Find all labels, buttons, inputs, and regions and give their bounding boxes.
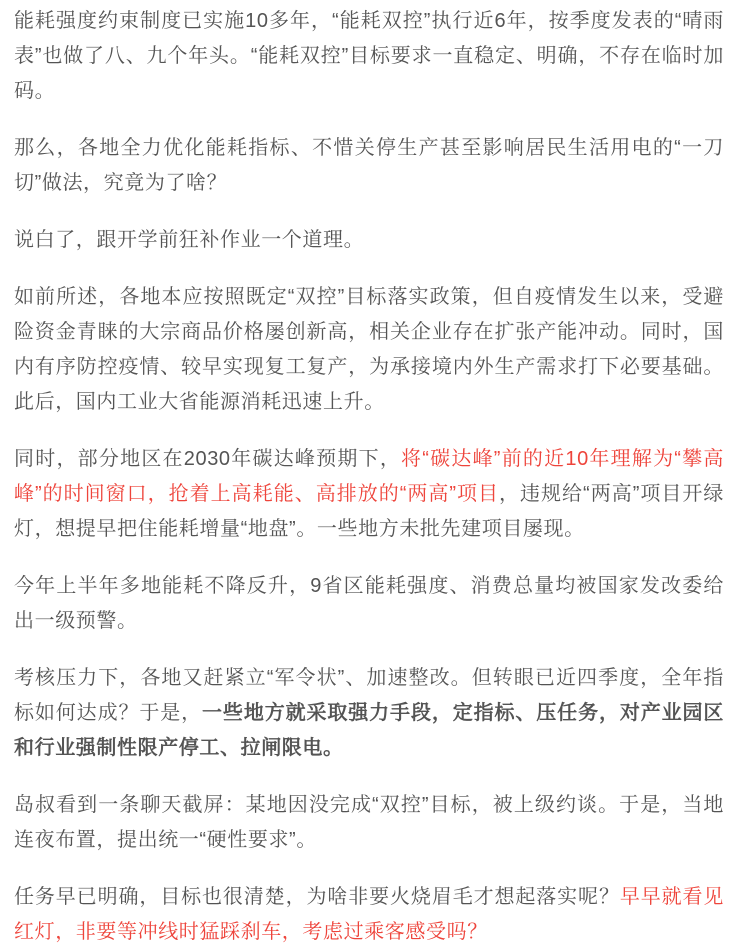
- paragraph-4: [14, 280, 724, 420]
- paragraph-9: [14, 880, 724, 950]
- paragraph-3: [14, 223, 724, 258]
- bold-run: 一些地方就采取强力手段，定指标、压任务，对产业园区和行业强制性限产停工、拉闸限电。: [14, 702, 725, 759]
- text-run: ，违规给“两高”项目开绿灯，想提早把住能耗增量“地盘”。一些地方未批先建项目屡现。: [14, 483, 724, 540]
- text-run: 说白了，跟开学前狂补作业一个道理。: [14, 229, 365, 251]
- text-run: 如前所述，各地本应按照既定“双控”目标落实政策，但自疫情发生以来，受避险资金青睐的大宗商品价格屡创新高，相关企业存在扩张产能冲动。同时，国内有序防控疫情、较早实现复工复产，为承接境内外生产需求打下必要基础。此后，国内工业大省能源消耗迅速上升。: [14, 286, 724, 413]
- highlight-red-run: 将“碳达峰”前的近10年理解为“攀高峰”的时间窗口，抢着上高耗能、高排放的“两高”项目: [14, 448, 724, 505]
- paragraph-8: [14, 788, 724, 858]
- paragraph-6: [14, 569, 724, 639]
- text-run: 考核压力下，各地又赶紧立“军令状”、加速整改。但转眼已近四季度，全年指标如何达成？于是，: [14, 667, 724, 724]
- text-run: 岛叔看到一条聊天截屏：某地因没完成“双控”目标，被上级约谈。于是，当地连夜布置，提出统一“硬性要求”。: [14, 794, 724, 851]
- highlight-red-run: 早早就看见红灯，非要等冲线时猛踩刹车，考虑过乘客感受吗？: [14, 886, 725, 943]
- paragraph-7: [14, 661, 724, 766]
- text-run: 那么，各地全力优化能耗指标、不惜关停生产甚至影响居民生活用电的“一刀切”做法，究竟为了啥？: [14, 137, 724, 194]
- text-run: 任务早已明确，目标也很清楚，为啥非要火烧眉毛才想起落实呢？: [14, 886, 620, 908]
- text-run: 今年上半年多地能耗不降反升，9省区能耗强度、消费总量均被国家发改委给出一级预警。: [14, 575, 724, 632]
- text-run: 能耗强度约束制度已实施10多年，“能耗双控”执行近6年，按季度发表的“晴雨表”也做了八、九个年头。“能耗双控”目标要求一直稳定、明确，不存在临时加码。: [14, 10, 724, 102]
- paragraph-1: [14, 4, 724, 109]
- paragraph-5: [14, 442, 724, 547]
- paragraph-2: [14, 131, 724, 201]
- text-run: 同时，部分地区在2030年碳达峰预期下，: [14, 448, 402, 470]
